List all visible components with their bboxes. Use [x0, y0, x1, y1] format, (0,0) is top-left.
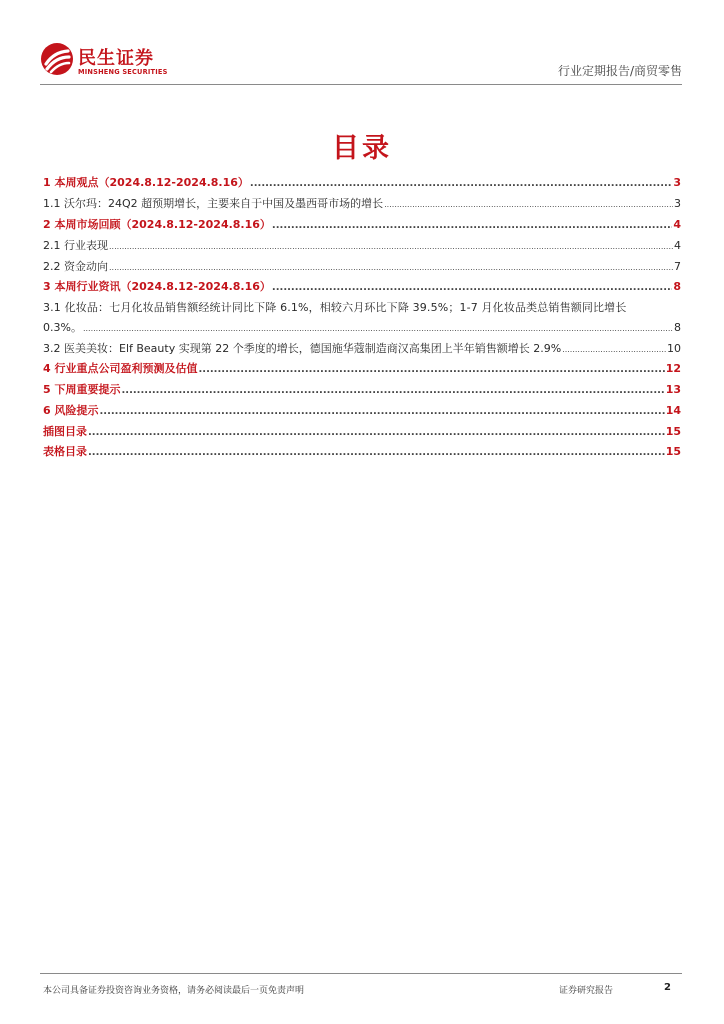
- toc-entry-page: 8: [673, 280, 681, 293]
- toc-entry-label: 4 行业重点公司盈利预测及估值: [43, 362, 198, 375]
- toc-title: 目录: [332, 133, 392, 164]
- page-header: [40, 40, 682, 84]
- toc-leader-dots: [562, 343, 666, 357]
- toc-entry[interactable]: [43, 404, 681, 419]
- toc-entry-page: 14: [665, 404, 681, 417]
- toc-entry-page: 4: [674, 239, 681, 252]
- toc-entry-page: 8: [674, 321, 681, 334]
- toc-entry-label-continued: 0.3%。: [43, 321, 82, 334]
- toc-entry[interactable]: [43, 342, 681, 357]
- page-number: 2: [664, 982, 671, 993]
- footer-report-label: 证券研究报告: [559, 986, 614, 996]
- toc-leader-dots: [88, 446, 665, 460]
- minsheng-logo: [40, 42, 180, 78]
- logo-english-name: MINSHENG SECURITIES: [78, 68, 168, 76]
- toc-entry-label: 3 本周行业资讯（2024.8.12-2024.8.16）: [43, 280, 271, 293]
- toc-entry-label: 6 风险提示: [43, 404, 99, 417]
- toc-entry-page: 15: [665, 445, 681, 458]
- toc-leader-dots: [109, 261, 673, 275]
- toc-entry-label: 2.2 资金动向: [43, 260, 108, 273]
- footer-divider: [40, 973, 682, 974]
- toc-entry[interactable]: [43, 383, 681, 398]
- toc-entry-page: 3: [673, 176, 681, 189]
- toc-leader-dots: [250, 177, 672, 191]
- footer-disclaimer: 本公司具备证券投资咨询业务资格，请务必阅读最后一页免责声明: [43, 986, 305, 996]
- toc-entry-label: 5 下周重要提示: [43, 383, 121, 396]
- toc-entry-page: 3: [674, 197, 681, 210]
- toc-entry[interactable]: [43, 197, 681, 212]
- toc-entry-label: 插图目录: [43, 425, 87, 438]
- toc-leader-dots: [109, 240, 673, 254]
- toc-entry-page: 13: [665, 383, 681, 396]
- toc-entry-page: 7: [674, 260, 681, 273]
- toc-entry-label[interactable]: 3.1 化妆品：七月化妆品销售额经统计同比下降 6.1%，相较六月环比下降 39.5%；1-7 月化妆品类总销售额同比增长: [43, 301, 627, 314]
- toc-entry[interactable]: [43, 260, 681, 275]
- toc-entry-page: 12: [665, 362, 681, 375]
- toc-leader-dots: [121, 384, 664, 398]
- toc-leader-dots: [198, 363, 664, 377]
- toc-entry[interactable]: [43, 176, 681, 191]
- toc-entry-label: 3.2 医美美妆：Elf Beauty 实现第 22 个季度的增长，德国施华蔻制造商汉高集团上半年销售额增长 2.9%: [43, 342, 562, 355]
- toc-leader-dots: [83, 322, 673, 336]
- logo-chinese-name: 民生证券: [78, 48, 154, 69]
- toc-entry[interactable]: [43, 218, 681, 233]
- toc-entry-page: 4: [673, 218, 681, 231]
- toc-entry[interactable]: [43, 321, 681, 336]
- logo-emblem-icon: [40, 42, 74, 76]
- toc-leader-dots: [88, 426, 665, 440]
- toc-entry-label: 表格目录: [43, 445, 87, 458]
- toc-entry-label: 1 本周观点（2024.8.12-2024.8.16）: [43, 176, 249, 189]
- header-divider: [40, 84, 682, 85]
- toc-entry-page: 15: [665, 425, 681, 438]
- toc-entry[interactable]: [43, 425, 681, 440]
- report-category: 行业定期报告/商贸零售: [557, 64, 682, 78]
- toc-entry[interactable]: [43, 445, 681, 460]
- toc-leader-dots: [272, 281, 672, 295]
- toc-leader-dots: [384, 198, 673, 212]
- toc-entry-label: 2.1 行业表现: [43, 239, 108, 252]
- toc-entry-page: 10: [667, 342, 681, 355]
- toc-entry[interactable]: [43, 362, 681, 377]
- toc-entry[interactable]: [43, 239, 681, 254]
- toc-entry-label: 2 本周市场回顾（2024.8.12-2024.8.16）: [43, 218, 271, 231]
- toc-entry-label: 1.1 沃尔玛：24Q2 超预期增长，主要来自于中国及墨西哥市场的增长: [43, 197, 384, 210]
- toc-entry[interactable]: [43, 280, 681, 295]
- toc-leader-dots: [272, 219, 672, 233]
- toc-leader-dots: [99, 405, 664, 419]
